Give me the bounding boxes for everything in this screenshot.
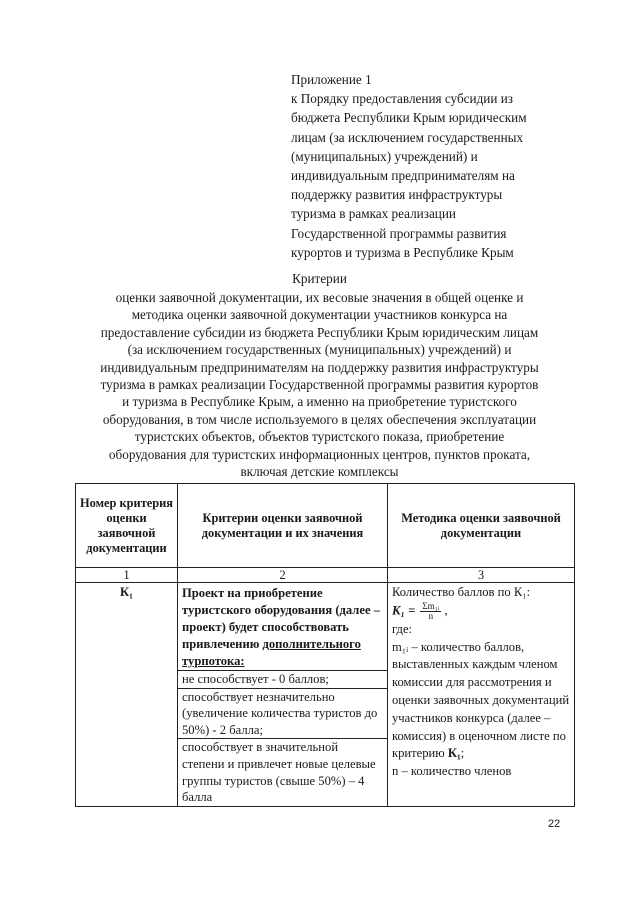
subtitle-line: оборудования для туристских информационных центров, пунктов проката, [108,446,531,462]
appendix-line: индивидуальным предпринимателям на [291,168,515,184]
subtitle-line: методика оценки заявочной документации участников конкурса на [131,307,508,323]
header-criteria-values: Критерии оценки заявочной документации и их значения [178,484,388,568]
criterion-title-text: Проект на приобретение туристского оборудования (далее – проект) будет способствовать привлечению [182,586,380,651]
criteria-table [75,483,575,807]
criterion-cell [178,583,388,807]
appendix-line: поддержку развития инфраструктуры [291,187,503,203]
formula-lhs: К₁ = [392,603,416,618]
criterion-option: способствует незначительно (увеличение количества туристов до 50%) - 2 балла; [178,688,387,739]
column-number: 2 [178,568,388,583]
subtitle-line: туризма в рамках реализации Государственной программы развития курортов [100,377,539,393]
subtitle-line: оценки заявочной документации, их весовые значения в общей оценке и [115,290,524,305]
criterion-option: не способствует - 0 баллов; [178,670,387,688]
criteria-subtitle [70,289,569,480]
page-number: 22 [548,818,561,830]
appendix-line: Государственной программы развития [291,225,507,241]
formula-numerator: Σm₁ᵢ [422,600,440,611]
criteria-title: Критерии [292,271,347,286]
table-row [76,583,575,807]
method-cell [388,583,575,807]
subtitle-line: туристских объектов, объектов туристского показа, приобретение [134,429,505,445]
criterion-title-underlined: дополнительного турпотока: [182,637,361,668]
method-n-description: n – количество членов [392,764,512,779]
appendix-line: курортов и туризма в Республике Крым [291,244,514,260]
subtitle-line: и туризма в Республике Крым, а именно на приобретение туристского [122,394,517,410]
criterion-title [178,583,387,670]
appendix-line: (муниципальных) учреждений) и [291,148,478,164]
appendix-line: бюджета Республики Крым юридическим [291,110,527,126]
table-header-row [76,484,575,568]
criterion-option: способствует в значительной степени и привлечет новые целевые группы туристов (свыше 50%) – 4 балла [178,738,387,805]
appendix-line: лицам (за исключением государственных [291,129,524,145]
subtitle-line: индивидуальным предпринимателям на поддержку развития инфраструктуры [100,359,539,375]
header-method: Методика оценки заявочной документации [388,484,575,568]
column-number-row [76,568,575,583]
subtitle-line: включая детские комплексы [240,464,399,480]
appendix-note [291,70,591,262]
method-m-text: m₁ᵢ – количество баллов, выставленных каждым членом комиссии для рассмотрения и оценки заявочных документаций участников конкурса (далее – комиссия) в оценочном листе по критерию [392,639,570,761]
criterion-code: К₁ [76,583,178,807]
column-number: 3 [388,568,575,583]
appendix-line: к Порядку предоставления субсидии из [291,91,513,107]
column-number: 1 [76,568,178,583]
method-m-description [392,639,570,764]
appendix-line: Приложение 1 [291,72,372,87]
formula [392,602,570,621]
subtitle-line: (за исключением государственных (муниципальных) учреждений) и [127,342,512,358]
appendix-line: туризма в рамках реализации [291,206,456,222]
method-m-criterion: К₁ [447,746,461,761]
header-criterion-number: Номер критерия оценки заявочной документации [76,484,178,568]
method-m-end: ; [460,746,465,761]
method-intro: Количество баллов по К₁: [392,585,531,599]
formula-denominator: n [428,610,434,621]
subtitle-line: предоставление субсидии из бюджета Республики Крым юридическим лицам [100,324,539,340]
subtitle-line: оборудования, в том числе используемого в целях обеспечения эксплуатации [102,411,537,427]
formula-tail: , [444,603,448,618]
formula-fraction [420,602,441,621]
method-where: где: [392,621,413,636]
